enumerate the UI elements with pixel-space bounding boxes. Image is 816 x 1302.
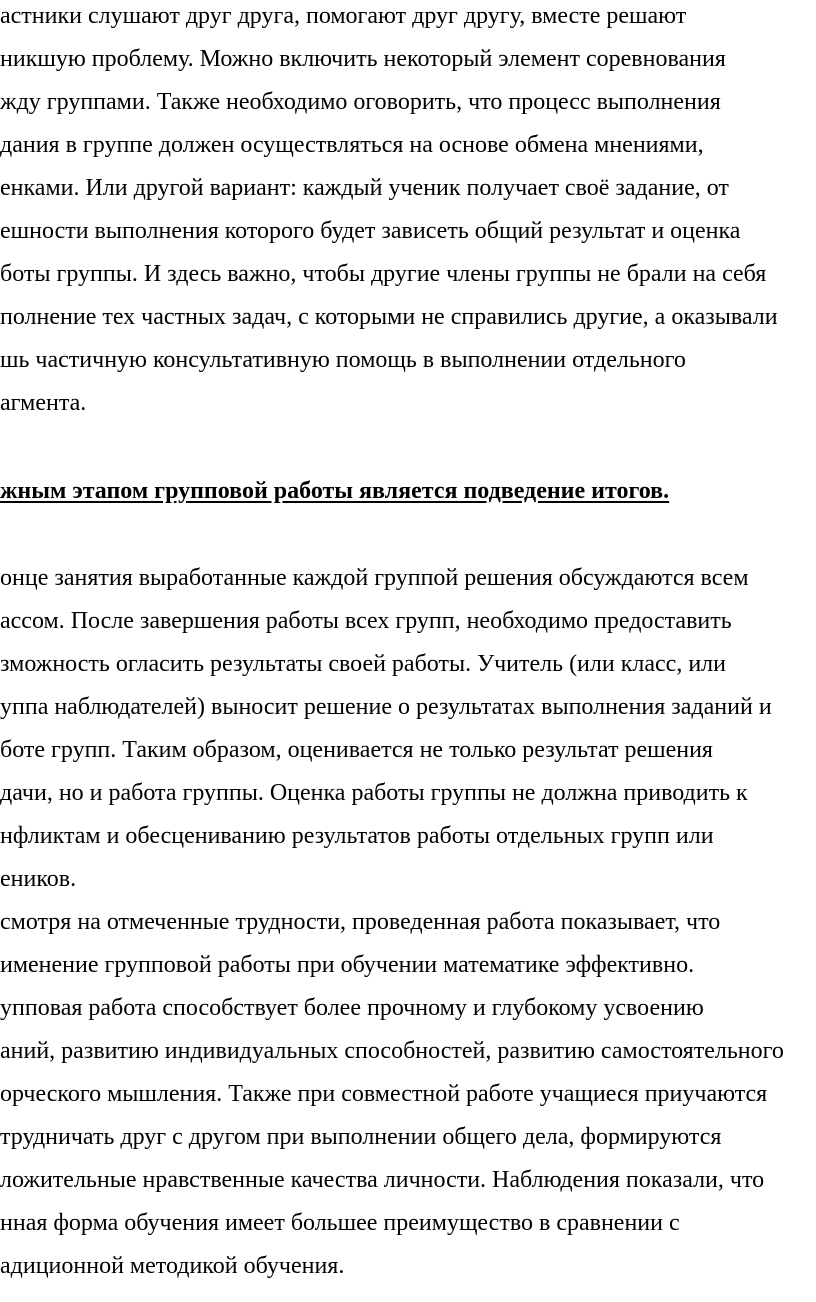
text-line: смотря на отмеченные трудности, проведенная работа показывает, что (0, 909, 721, 935)
text-line: боте групп. Таким образом, оценивается не только результат решения (0, 737, 713, 763)
text-line: ложительные нравственные качества личности. Наблюдения показали, что (0, 1167, 765, 1193)
text-line: агмента. (0, 390, 87, 416)
text-line: орческого мышления. Также при совместной работе учащиеся приучаются (0, 1081, 768, 1107)
text-line: трудничать друг с другом при выполнении общего дела, формируются (0, 1124, 722, 1150)
text-line: енками. Или другой вариант: каждый ученик получает своё задание, от (0, 175, 729, 201)
text-line: ешности выполнения которого будет зависеть общий результат и оценка (0, 218, 741, 244)
text-line: онце занятия выработанные каждой группой решения обсуждаются всем (0, 565, 749, 591)
text-line: астники слушают друг друга, помогают друг другу, вместе решают (0, 3, 687, 29)
text-line: аний, развитию индивидуальных способностей, развитию самостоятельного (0, 1038, 784, 1064)
text-line: полнение тех частных задач, с которыми не справились другие, а оказывали (0, 304, 778, 330)
text-line: упповая работа способствует более прочному и глубокому усвоению (0, 995, 704, 1021)
text-line: именение групповой работы при обучении математике эффективно. (0, 952, 695, 978)
text-line: уппа наблюдателей) выносит решение о результатах выполнения заданий и (0, 694, 772, 720)
text-line: жду группами. Также необходимо оговорить, что процесс выполнения (0, 89, 721, 115)
text-line: зможность огласить результаты своей работы. Учитель (или класс, или (0, 651, 726, 677)
text-line: шь частичную консультативную помощь в выполнении отдельного (0, 347, 686, 373)
text-line: еников. (0, 866, 77, 892)
section-heading: жным этапом групповой работы является подведение итогов. (0, 478, 670, 504)
text-line: нная форма обучения имеет большее преимущество в сравнении с (0, 1210, 680, 1236)
text-line: никшую проблему. Можно включить некоторый элемент соревнования (0, 46, 726, 72)
text-line: дания в группе должен осуществляться на основе обмена мнениями, (0, 132, 704, 158)
text-line: ассом. После завершения работы всех групп, необходимо предоставить (0, 608, 732, 634)
text-line: адиционной методикой обучения. (0, 1253, 345, 1279)
text-line: дачи, но и работа группы. Оценка работы группы не должна приводить к (0, 780, 748, 806)
text-line: нфликтам и обесцениванию результатов работы отдельных групп или (0, 823, 714, 849)
text-line: боты группы. И здесь важно, чтобы другие члены группы не брали на себя (0, 261, 767, 287)
